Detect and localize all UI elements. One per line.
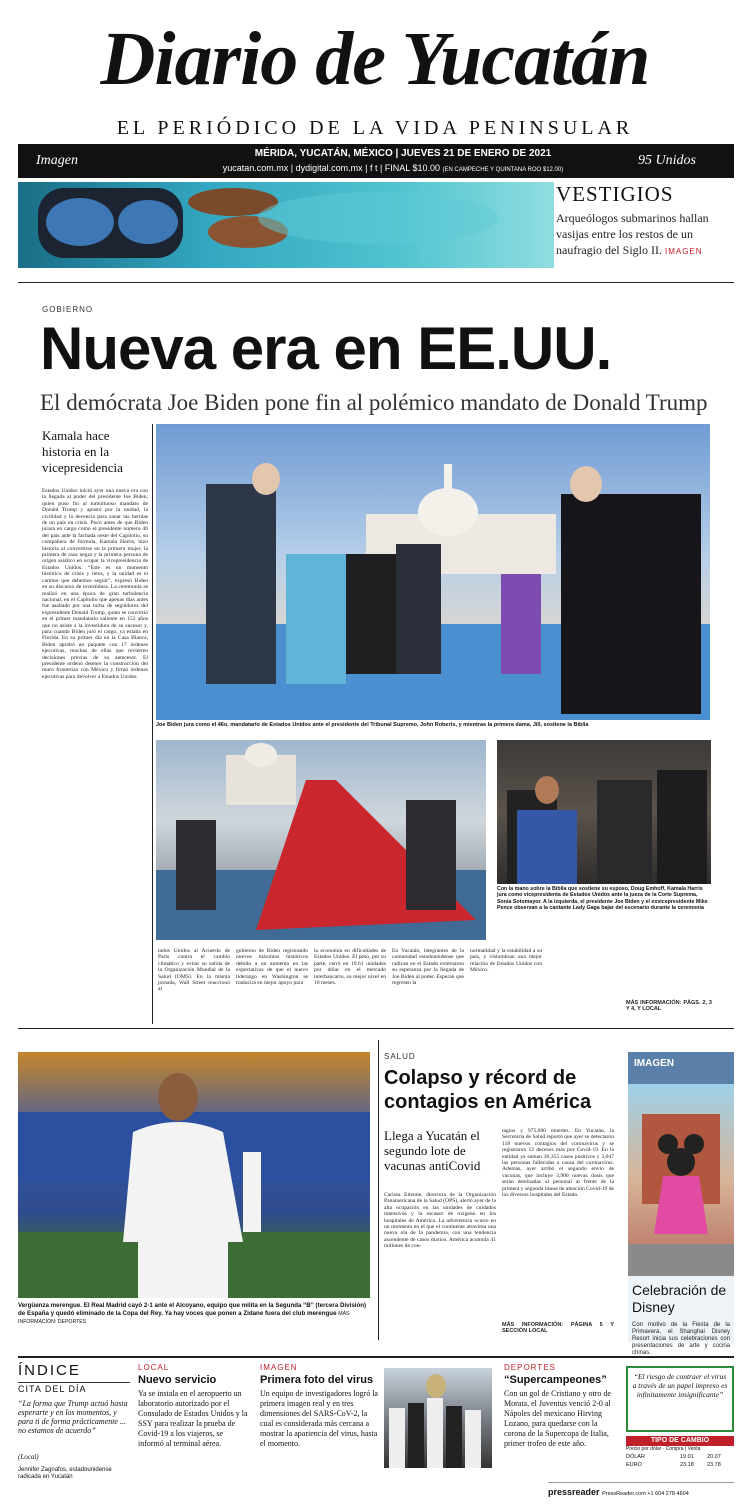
sports-caption [18, 1302, 370, 1336]
exchange-label: DÓLAR [626, 1454, 645, 1460]
divider [18, 1028, 734, 1029]
lead-col5: En Yucatán, integrantes de la comunidad estadounidense que radican en el Estado externaron su esperanza por la llegada de Joe Biden al poder. Esperan que regresen la [392, 948, 464, 987]
health-col2: tagios y 975,000 muertes. En Yucatán, la Secretaría de Salud reportó que ayer se detectaron 118 nuevos contagios del coronavirus y se registraron 12 decesos más por Covid-19. En la entidad ya suman 36,355 casos positivos y 3,047 las personas fallecidas a causa del coronavirus. Además, ayer arribó el segundo envío de vacunas, que incluye 3,900 nuevas dosis que serán destinadas al personal al frente de la primera y segunda líneas de atención Covid-19 de los diversos hospitales del Estado. [502, 1128, 614, 1199]
teaser-title: VESTIGIOS [556, 182, 674, 206]
local-section: LOCAL [138, 1363, 170, 1372]
main-photo-caption: Joe Biden jura como el 46o. mandatario de Estados Unidos ante el presidente del Tribunal Supremo, John Roberts, y mientras la primera dama, Jill, sostiene la Biblia [156, 722, 589, 728]
kamala-caption: Con la mano sobre la Biblia que sostiene su esposo, Doug Emhoff, Kamala Harris jura como vicepresidenta de Estados Unidos ante la jueza de la Corte Suprema, Sonia Sotomayor. A la izquierda, el presidente Joe Biden y el exvicepresidente Mike Pence observan a la cantante Lady Gaga bajar del escenario durante la ceremonia [497, 886, 708, 912]
lead-col6: normalidad y la estabilidad a su país, y vislumbran una mejor relación de Estados Unidos con México. [470, 948, 542, 974]
minnie-mouse-icon [628, 1084, 734, 1276]
subline-text: yucatan.com.mx | dydigital.com.mx | f t | FINAL $10.00 [222, 163, 441, 173]
disney-headline: Celebración de Disney [632, 1282, 727, 1315]
imagen-text: Un equipo de investigadores logró la primera imagen real y en tres dimensiones del SARS-CoV-2, la cual es considerada más cercana a mostrar la apariencia del virus, hasta el momento. [260, 1389, 378, 1448]
col-divider [378, 1040, 379, 1340]
exchange-sell: 20.07 [707, 1454, 721, 1460]
masthead [0, 0, 750, 180]
anniversary-logo: 95 Unidos [638, 153, 696, 168]
index-box [18, 1362, 130, 1502]
masthead-tagline: EL PERIÓDICO DE LA VIDA PENINSULAR [116, 117, 634, 139]
masthead-title: Diario de Yucatán [100, 17, 650, 101]
disney-photo[interactable] [628, 1084, 734, 1276]
exchange-buy: 19.01 [680, 1454, 694, 1460]
lead-col7 [548, 948, 620, 1020]
imagen-section: IMAGEN [260, 1363, 298, 1372]
soccer-player-icon [18, 1052, 370, 1298]
sport-title: “Supercampeones” [504, 1374, 607, 1386]
imagen-title: Primera foto del virus [260, 1374, 374, 1386]
index-title: ÍNDICE [18, 1362, 81, 1379]
exchange-buy: 23.18 [680, 1462, 694, 1468]
lead-more[interactable]: MÁS INFORMACIÓN: PÁGS. 2, 3 Y 4, Y LOCAL [626, 1000, 712, 1013]
imagen-item[interactable] [260, 1362, 378, 1502]
teaser[interactable] [556, 182, 734, 268]
quote: “La forma que Trump actuó hasta esperarte y en los momentos, y para ti de forma prácticamente ... no estamos de acuerdo” [18, 1399, 128, 1435]
dateline: MÉRIDA, YUCATÁN, MÉXICO | JUEVES 21 DE ENERO DE 2021 [254, 148, 552, 159]
pressreader-logo[interactable] [548, 1482, 734, 1502]
red-gown-icon [156, 740, 486, 940]
lead-col4: la economía en dificultades de Estados Unidos. El peso, por su parte, cerró en 19.61 unidades por dólar en el mercado interbancario, su mejor nivel en 10 meses. [314, 948, 386, 987]
benzema-photo[interactable] [18, 1052, 370, 1298]
imagen-logo: Imagen [36, 153, 78, 168]
sport-text: Con un gol de Cristiano y otro de Morata, el Juventus venció 2-0 al Nápoles del mexicano Hirving Lozano, para quedarse con la corona de la Supercopa de Italia, primer trofeo de este año. [504, 1389, 611, 1448]
disney-text: Con motivo de la Fiesta de la Primavera, el Shanghai Disney Resort inicia sus celebraciones con presentaciones de arte y cocina chinas. [632, 1322, 730, 1356]
divider [18, 1356, 734, 1358]
kamala-scene-icon [497, 740, 711, 884]
sports-caption-text: El Real Madrid cayó 2-1 ante el Alcoyano, equipo que milita en la Segunda “B” (tercera División) de España y quedó eliminado de la Copa del Rey. Ya hay voces que ponen a Zidane fuera del club merengue [18, 1302, 367, 1317]
teaser-photo[interactable] [18, 182, 554, 268]
local-item[interactable] [138, 1362, 250, 1502]
sports-more[interactable]: MÁS INFORMACIÓN: DEPORTES [18, 1310, 350, 1326]
lead-col3: gobierno de Biden registrando nuevos máximos históricos debido a un aumento en las expectativas de que el nuevo liderazgo en Washington se traducirá en mejor apoyo para [236, 948, 308, 987]
sport-section: DEPORTES [504, 1363, 556, 1372]
subline [173, 162, 613, 174]
kamala-oath-photo[interactable] [497, 740, 711, 884]
juventus-photo[interactable] [384, 1368, 492, 1468]
local-text: Ya se instala en el aeropuerto un laboratorio autorizado por el Consulado de Estados Unidos y la SSY para realizar la prueba de Covid-19 a los viajeros, se informó al terminal aérea. [138, 1389, 248, 1448]
lead-kicker: GOBIERNO [42, 305, 94, 314]
local-title: Nuevo servicio [138, 1374, 217, 1386]
quote-author: Jennifer Zagnafos, estadounidense radicada en Yucatán [18, 1467, 112, 1480]
exchange-table [626, 1453, 734, 1469]
quote-box [626, 1366, 734, 1432]
health-kicker: SALUD [384, 1052, 416, 1061]
capitol-scene-icon [156, 424, 710, 720]
lead-headline[interactable]: Nueva era en EE.UU. [40, 315, 612, 382]
pressreader-name: pressreader [548, 1487, 600, 1497]
disney-section: IMAGEN [628, 1052, 734, 1084]
exchange-row [626, 1461, 734, 1469]
disney-box[interactable] [628, 1052, 734, 1356]
side-title: Kamala hace historia en la vicepresidencia [42, 428, 123, 475]
exchange-header: Precio por dólar · Compra | Venta [626, 1446, 701, 1452]
col-divider [152, 424, 153, 1024]
health-col1: Carissa Etienne, directora de la Organización Panamericana de la Salud (OPS), alertó ayer de la alta ocupación en las unidades de cuidados intensivos y la escasez de oxígeno en los hospitales de América. La advertencia ocurre en un momento en el que el continente atraviesa una nueva ola de la pandemia, con una tendencia ascendente de casos diarios. América acumula 41 millones de con- [384, 1192, 496, 1250]
pressreader-tel: PressReader.com +1 604 278 4604 [602, 1491, 689, 1497]
subline-note: (EN CAMPECHE Y QUINTANA ROO $12.00) [442, 167, 564, 173]
lady-gaga-photo[interactable] [156, 740, 486, 940]
health-sub: Llega a Yucatán el segundo lote de vacunas antiCovid [384, 1128, 481, 1173]
teaser-section: IMAGEN [664, 247, 703, 256]
divider [18, 282, 734, 283]
teaser-text [556, 210, 734, 260]
sport-item[interactable] [504, 1362, 616, 1502]
exchange-box [626, 1436, 734, 1476]
exchange-row [626, 1453, 734, 1461]
box-quote: “El riesgo de contraer el virus a través de un papel impreso es infinitamente insignificante” [632, 1372, 728, 1399]
lead-col2: tados Unidos al Acuerdo de París contra el cambio climático y evitar su salida de la Organización Mundial de la Salud (OMS). En la misma jornada, Wall Street reaccionó al [158, 948, 230, 993]
sports-caption-bold: Vergüenza merengue. [18, 1302, 82, 1309]
diving-mask-icon [18, 182, 554, 268]
health-headline[interactable]: Colapso y récord de contagios en América [384, 1067, 592, 1113]
exchange-sell: 23.78 [707, 1462, 721, 1468]
health-more[interactable]: MÁS INFORMACIÓN: PÁGINA 5 Y SECCIÓN LOCAL [502, 1322, 614, 1335]
team-celebration-icon [384, 1368, 492, 1468]
exchange-title: TIPO DE CAMBIO [626, 1436, 734, 1446]
exchange-label: EURO [626, 1462, 642, 1468]
biden-oath-photo[interactable] [156, 424, 710, 720]
masthead-bar [18, 144, 734, 178]
lead-deck: El demócrata Joe Biden pone fin al polémico mandato de Donald Trump [40, 390, 708, 415]
quote-title: CITA DEL DÍA [18, 1382, 130, 1395]
quote-source: (Local) [18, 1453, 39, 1461]
lead-col1: Estados Unidos inició ayer una nueva era con la llegada al poder del presidente Joe Biden, quien puso fin al tumultuoso mandato de Donald Trump y apostó por la unidad, la civilidad y la decencia para sanar las heridas de un país en crisis. Poco antes de que Biden jurara en cargo como el presidente número 46 del país ante la fachada oeste del Capitolio, su compañera de fórmula, Kamala Harris, hizo historia al convertirse en la primera mujer, la primera de raza negra y la primera persona de origen asiático en ocupar la vicepresidencia de Estados Unidos. “Este es un momento histórico de crisis y retos, y la unidad es el camino que debemos seguir”, expresó Biden en su discurso de investidura. La ceremonia se realizó en una época de gran turbulencia nacional, en el Capitolio que apenas días antes fue asaltado por una turba de seguidores del expresidente Donald Trump, quien se convirtió en el primer mandatario saliente en 152 años que no asiste a la investidura de su sucesor y, para cuando Biden juró el cargo, ya estaba en Florida. En su primer día en la Casa Blanca, Biden aprobó un paquete con 17 órdenes ejecutivas, muchas de ellas que revierten decisiones previas de su antecesor. El presidente ordenó detener la construcción del muro fronterizo con México y firmó órdenes ejecutivas para devolver a Estados Unidos [42, 488, 148, 680]
teaser-body: Arqueólogos submarinos hallan vasijas entre los restos de un naufragio del Siglo II. [556, 211, 709, 257]
